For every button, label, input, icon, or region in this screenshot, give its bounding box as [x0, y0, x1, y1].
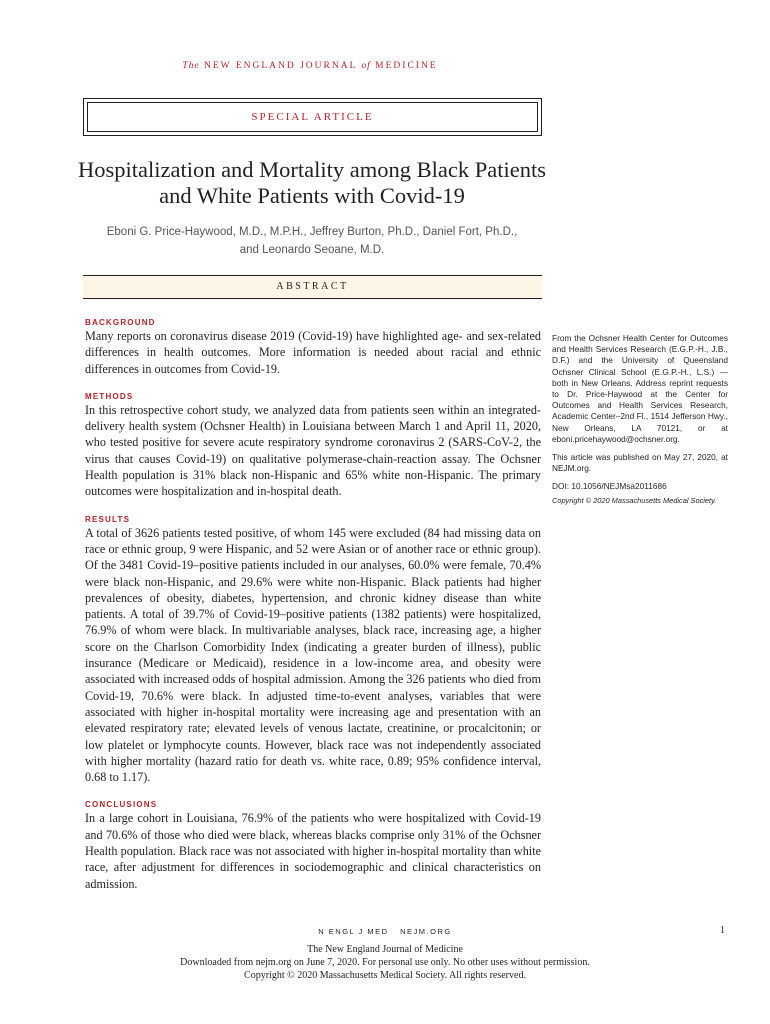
author-affiliation: From the Ochsner Health Center for Outcomes and Health Services Research (E.G.P.-H., J.B., D.F.) and the University of Queensland Ochsner Clinical School (E.G.P.-H., L.S.) — both in New Orleans. Address reprint requests to Dr. Price-Haywood at the Center for Outcomes and Health Services Research, Academic Center–2nd Fl., 1514 Jefferson Hwy., New Orleans, LA 70121, or at eboni.pricehaywood@ochsner.org. — [552, 333, 728, 444]
results-label: RESULTS — [85, 514, 131, 524]
watermark-line-1: The New England Journal of Medicine — [307, 944, 463, 955]
footer-site-link[interactable]: NEJM.ORG — [400, 927, 452, 936]
article-sidebar — [552, 333, 728, 513]
journal-header-name: NEW ENGLAND JOURNAL — [203, 61, 358, 71]
journal-header-the: The — [182, 61, 200, 71]
methods-label: METHODS — [85, 391, 134, 401]
abstract-body — [85, 318, 541, 907]
author-list — [70, 223, 554, 259]
authors-line-2: and Leonardo Seoane, M.D. — [239, 244, 385, 256]
page-number: 1 — [720, 925, 725, 936]
abstract-heading: ABSTRACT — [83, 275, 542, 299]
methods-text: In this retrospective cohort study, we analyzed data from patients seen within an integrated-delivery health system (Ochsner Health) in Louisiana between March 1 and April 11, 2020, who tested positive for severe acute respiratory syndrome coronavirus 2 (SARS-CoV-2, the virus that causes Covid-19) on qualitative polymerase-chain-reaction assay. The Ochsner Health population is 31% black non-Hispanic and 65% white non-Hispanic. The primary outcomes were hospitalization and in-hospital death. — [85, 402, 541, 499]
watermark-line-3: Copyright © 2020 Massachusetts Medical Society. All rights reserved. — [244, 970, 526, 981]
conclusions-label: CONCLUSIONS — [85, 800, 158, 810]
background-label: BACKGROUND — [85, 318, 156, 327]
conclusions-text: In a large cohort in Louisiana, 76.9% of the patients who were hospitalized with Covid-19 and 70.6% of those who died were black, whereas blacks comprise only 31% of the Ochsner Health population. Black race was not associated with higher in-hospital mortality than white race, after adjustment for differences in sociodemographic and clinical characteristics on admission. — [85, 811, 541, 891]
footer-journal-line — [0, 927, 770, 936]
journal-header — [0, 61, 620, 71]
doi-link[interactable]: DOI: 10.1056/NEJMsa2011686 — [552, 481, 667, 492]
sidebar-copyright: Copyright © 2020 Massachusetts Medical Society. — [552, 495, 717, 505]
article-type-box — [83, 98, 542, 136]
background-text: Many reports on coronavirus disease 2019 (Covid-19) have highlighted age- and sex-related differences in health outcomes. More information is needed about racial and ethnic differences in outcomes from Covid-19. — [85, 329, 541, 376]
journal-header-medicine: MEDICINE — [375, 61, 438, 71]
article-type-label: SPECIAL ARTICLE — [87, 102, 538, 132]
watermark-line-2: Downloaded from nejm.org on June 7, 2020. For personal use only. No other uses without permission. — [180, 957, 590, 968]
journal-header-of: of — [361, 61, 371, 71]
footer-journal-abbrev: N ENGL J MED — [318, 927, 389, 936]
authors-line-1: Eboni G. Price-Haywood, M.D., M.P.H., Jeffrey Burton, Ph.D., Daniel Fort, Ph.D., — [106, 226, 518, 238]
publication-note: This article was published on May 27, 2020, at NEJM.org. — [552, 452, 728, 474]
article-title: Hospitalization and Mortality among Black Patients and White Patients with Covid-19 — [77, 157, 547, 208]
results-text: A total of 3626 patients tested positive, of whom 145 were excluded (84 had missing data on race or ethnic group, 9 were Hispanic, and 52 were Asian or of another race or ethnic group). Of the 3481 Covid-19–positive patients included in our analyses, 60.0% were female, 70.4% were black non-Hispanic, and 29.6% were white non-Hispanic. Black patients had higher prevalences of obesity, diabetes, hypertension, and chronic kidney disease than white patients. A total of 39.7% of Covid-19–positive patients (1382 patients) were hospitalized, 76.9% of whom were black. In multivariable analyses, black race, increasing age, a higher score on the Charlson Comorbidity Index (indicating a greater burden of illness), public insurance (Medicare or Medicaid), residence in a low-income area, and obesity were associated with increased odds of hospital admission. Among the 326 patients who died from Covid-19, 70.6% were black. In adjusted time-to-event analyses, variables that were associated with higher in-hospital mortality were increasing age and presentation with an elevated respiratory rate; elevated levels of venous lactate, creatinine, or procalcitonin; or low platelet or lymphocyte counts. However, black race was not independently associated with higher mortality (hazard ratio for death vs. white race, 0.89; 95% confidence interval, 0.68 to 1.17). — [85, 525, 541, 785]
download-watermark — [0, 943, 770, 982]
